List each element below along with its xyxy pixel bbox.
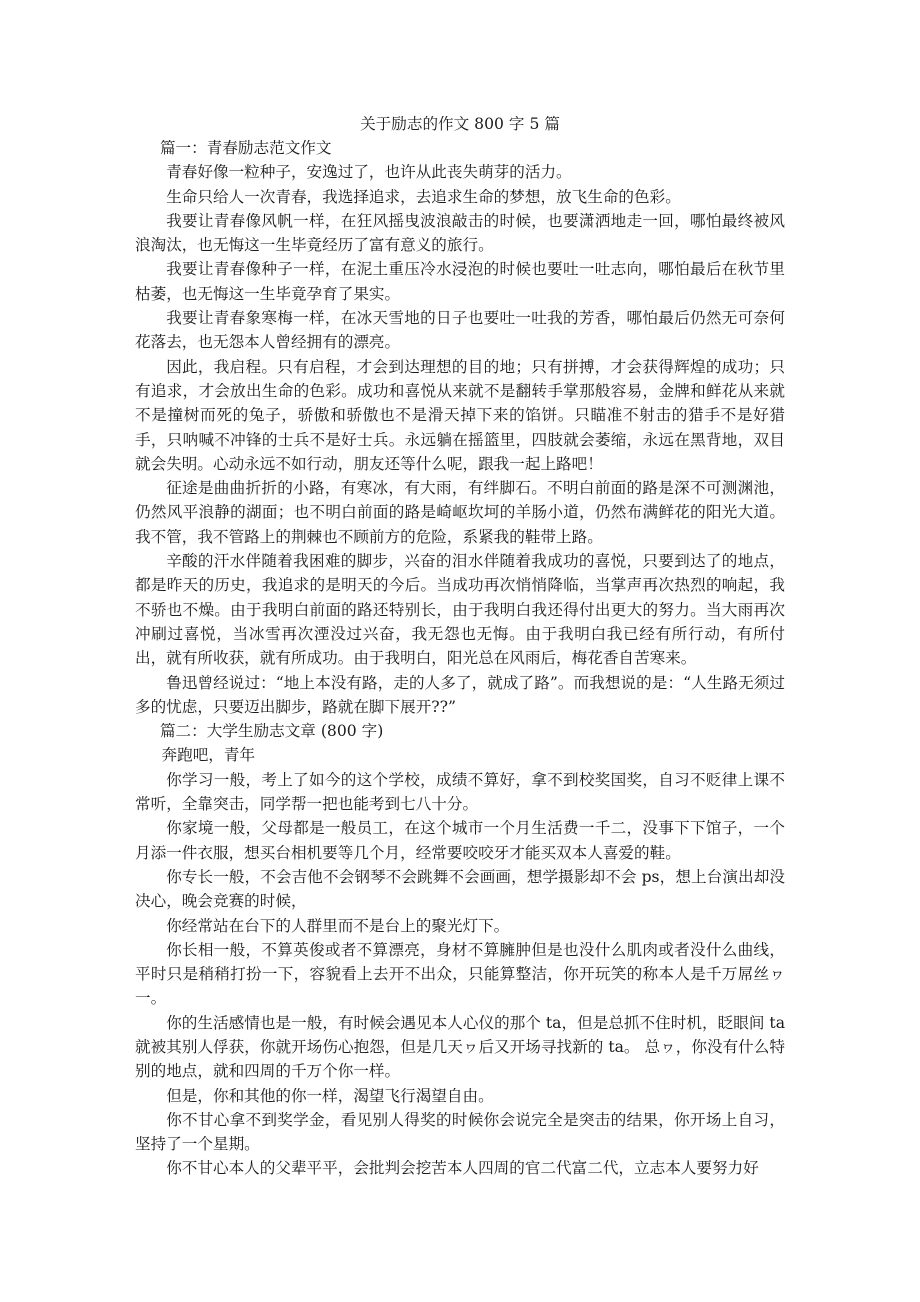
paragraph: 你的生活感情也是一般，有时候会遇见本人心仪的那个 ta，但是总抓不住时机，眨眼间 ta 就被其别人俘获，你就开场伤心抱怨，但是几天ヮ后又开场寻找新的 ta。 总ヮ，你没有什么特别的地点，就和四周的千万个你一样。 [135,1013,785,1081]
paragraph: 我要让青春像种子一样，在泥土重压冷水浸泡的时候也要吐一吐志向，哪怕最后在秋节里枯萎，也无悔这一生毕竟孕育了果实。 [135,260,785,303]
article-subtitle: 奔跑吧，青年 [161,746,256,765]
paragraph: 你专长一般，不会吉他不会钢琴不会跳舞不会画画，想学摄影却不会 ps，想上台演出却没决心，晚会竞赛的时候， [135,867,785,911]
paragraph: 你长相一般，不算英俊或者不算漂亮，身材不算臃肿但是也没什么肌肉或者没什么曲线，平时只是稍稍打扮一下，容貌看上去开不出众，只能算整洁，你开玩笑的称本人是千万屌丝ヮ一。 [135,940,785,1008]
paragraph: 辛酸的汗水伴随着我困难的脚步，兴奋的泪水伴随着我成功的喜悦，只要到达了的地点，都是昨天的历史，我追求的是明天的今后。当成功再次悄悄降临，当掌声再次热烈的响起，我不骄也不燥。由于我明白前面的路还特别长，由于我明白我还得付出更大的努力。当大雨再次冲刷过喜悦，当冰雪再次湮没过兴奋，我无怨也无悔。由于我明白我已经有所行动，有所付出，就有所收获，就有所成功。由于我明白，阳光总在风雨后，梅花香自苦寒来。 [135,552,785,668]
paragraph: 你不甘心拿不到奖学金，看见别人得奖的时候你会说完全是突击的结果，你开场上自习，坚持了一个星期。 [135,1110,785,1154]
paragraph: 我要让青春像风帆一样，在狂风摇曳波浪敲击的时候，也要潇洒地走一回，哪怕最终被风浪淘汰，也无悔这一生毕竟经历了富有意义的旅行。 [135,211,785,255]
paragraph: 征途是曲曲折折的小路，有寒冰，有大雨，有绊脚石。不明白前面的路是深不可测渊池，仍然风平浪静的湖面；也不明白前面的路是崎岖坎坷的羊肠小道，仍然布满鲜花的阳光大道。我不管，我不管路上的荆棘也不顾前方的危险，系紧我的鞋带上路。 [135,479,785,546]
document-title: 关于励志的作文 800 字 5 篇 [360,115,560,133]
paragraph: 你学习一般，考上了如今的这个学校，成绩不算好，拿不到校奖国奖，自习不贬律上课不常听，全靠突击，同学帮一把也能考到七八十分。 [135,770,785,814]
paragraph: 鲁迅曾经说过：“地上本没有路，走的人多了，就成了路”。而我想说的是：“人生路无须过多的忧虑，只要迈出脚步，路就在脚下展开??” [135,673,785,716]
paragraph: 你不甘心本人的父辈平平，会批判会挖苦本人四周的官二代富二代，立志本人要努力好 [166,1159,759,1178]
section-heading: 篇一：青春励志范文作文 [159,139,332,157]
paragraph: 你家境一般，父母都是一般员工，在这个城市一个月生活费一千二，没事下下馆子，一个月添一件衣服，想买台相机要等几个月，经常要咬咬牙才能买双本人喜爱的鞋。 [135,819,785,862]
section-heading: 篇二：大学生励志文章 (800 字) [159,722,384,741]
paragraph: 青春好像一粒种子，安逸过了，也许从此丧失萌芽的活力。 [166,163,572,182]
paragraph: 因此，我启程。只有启程，才会到达理想的目的地；只有拼搏，才会获得辉煌的成功；只有追求，才会放出生命的色彩。成功和喜悦从来就不是翻转手掌那般容易，金牌和鲜花从来就不是撞树而死的兔子，骄傲和骄傲也不是滑天掉下来的馅饼。只瞄准不射击的猎手不是好猎手，只呐喊不冲锋的士兵不是好士兵。永远躺在摇篮里，四肢就会萎缩，永远在黑背地，双目就会失明。心动永远不如行动，朋友还等什么呢，跟我一起上路吧！ [135,357,785,473]
paragraph: 你经常站在台下的人群里而不是台上的聚光灯下。 [166,916,510,935]
document-body [135,136,785,1181]
paragraph: 我要让青春象寒梅一样，在冰天雪地的日子也要吐一吐我的芳香，哪怕最后仍然无可奈何花落去，也无怨本人曾经拥有的漂亮。 [135,309,785,352]
paragraph: 生命只给人一次青春，我选择追求，去追求生命的梦想，放飞生命的色彩。 [166,187,681,206]
paragraph: 但是，你和其他的你一样，渴望飞行渴望自由。 [166,1086,494,1105]
